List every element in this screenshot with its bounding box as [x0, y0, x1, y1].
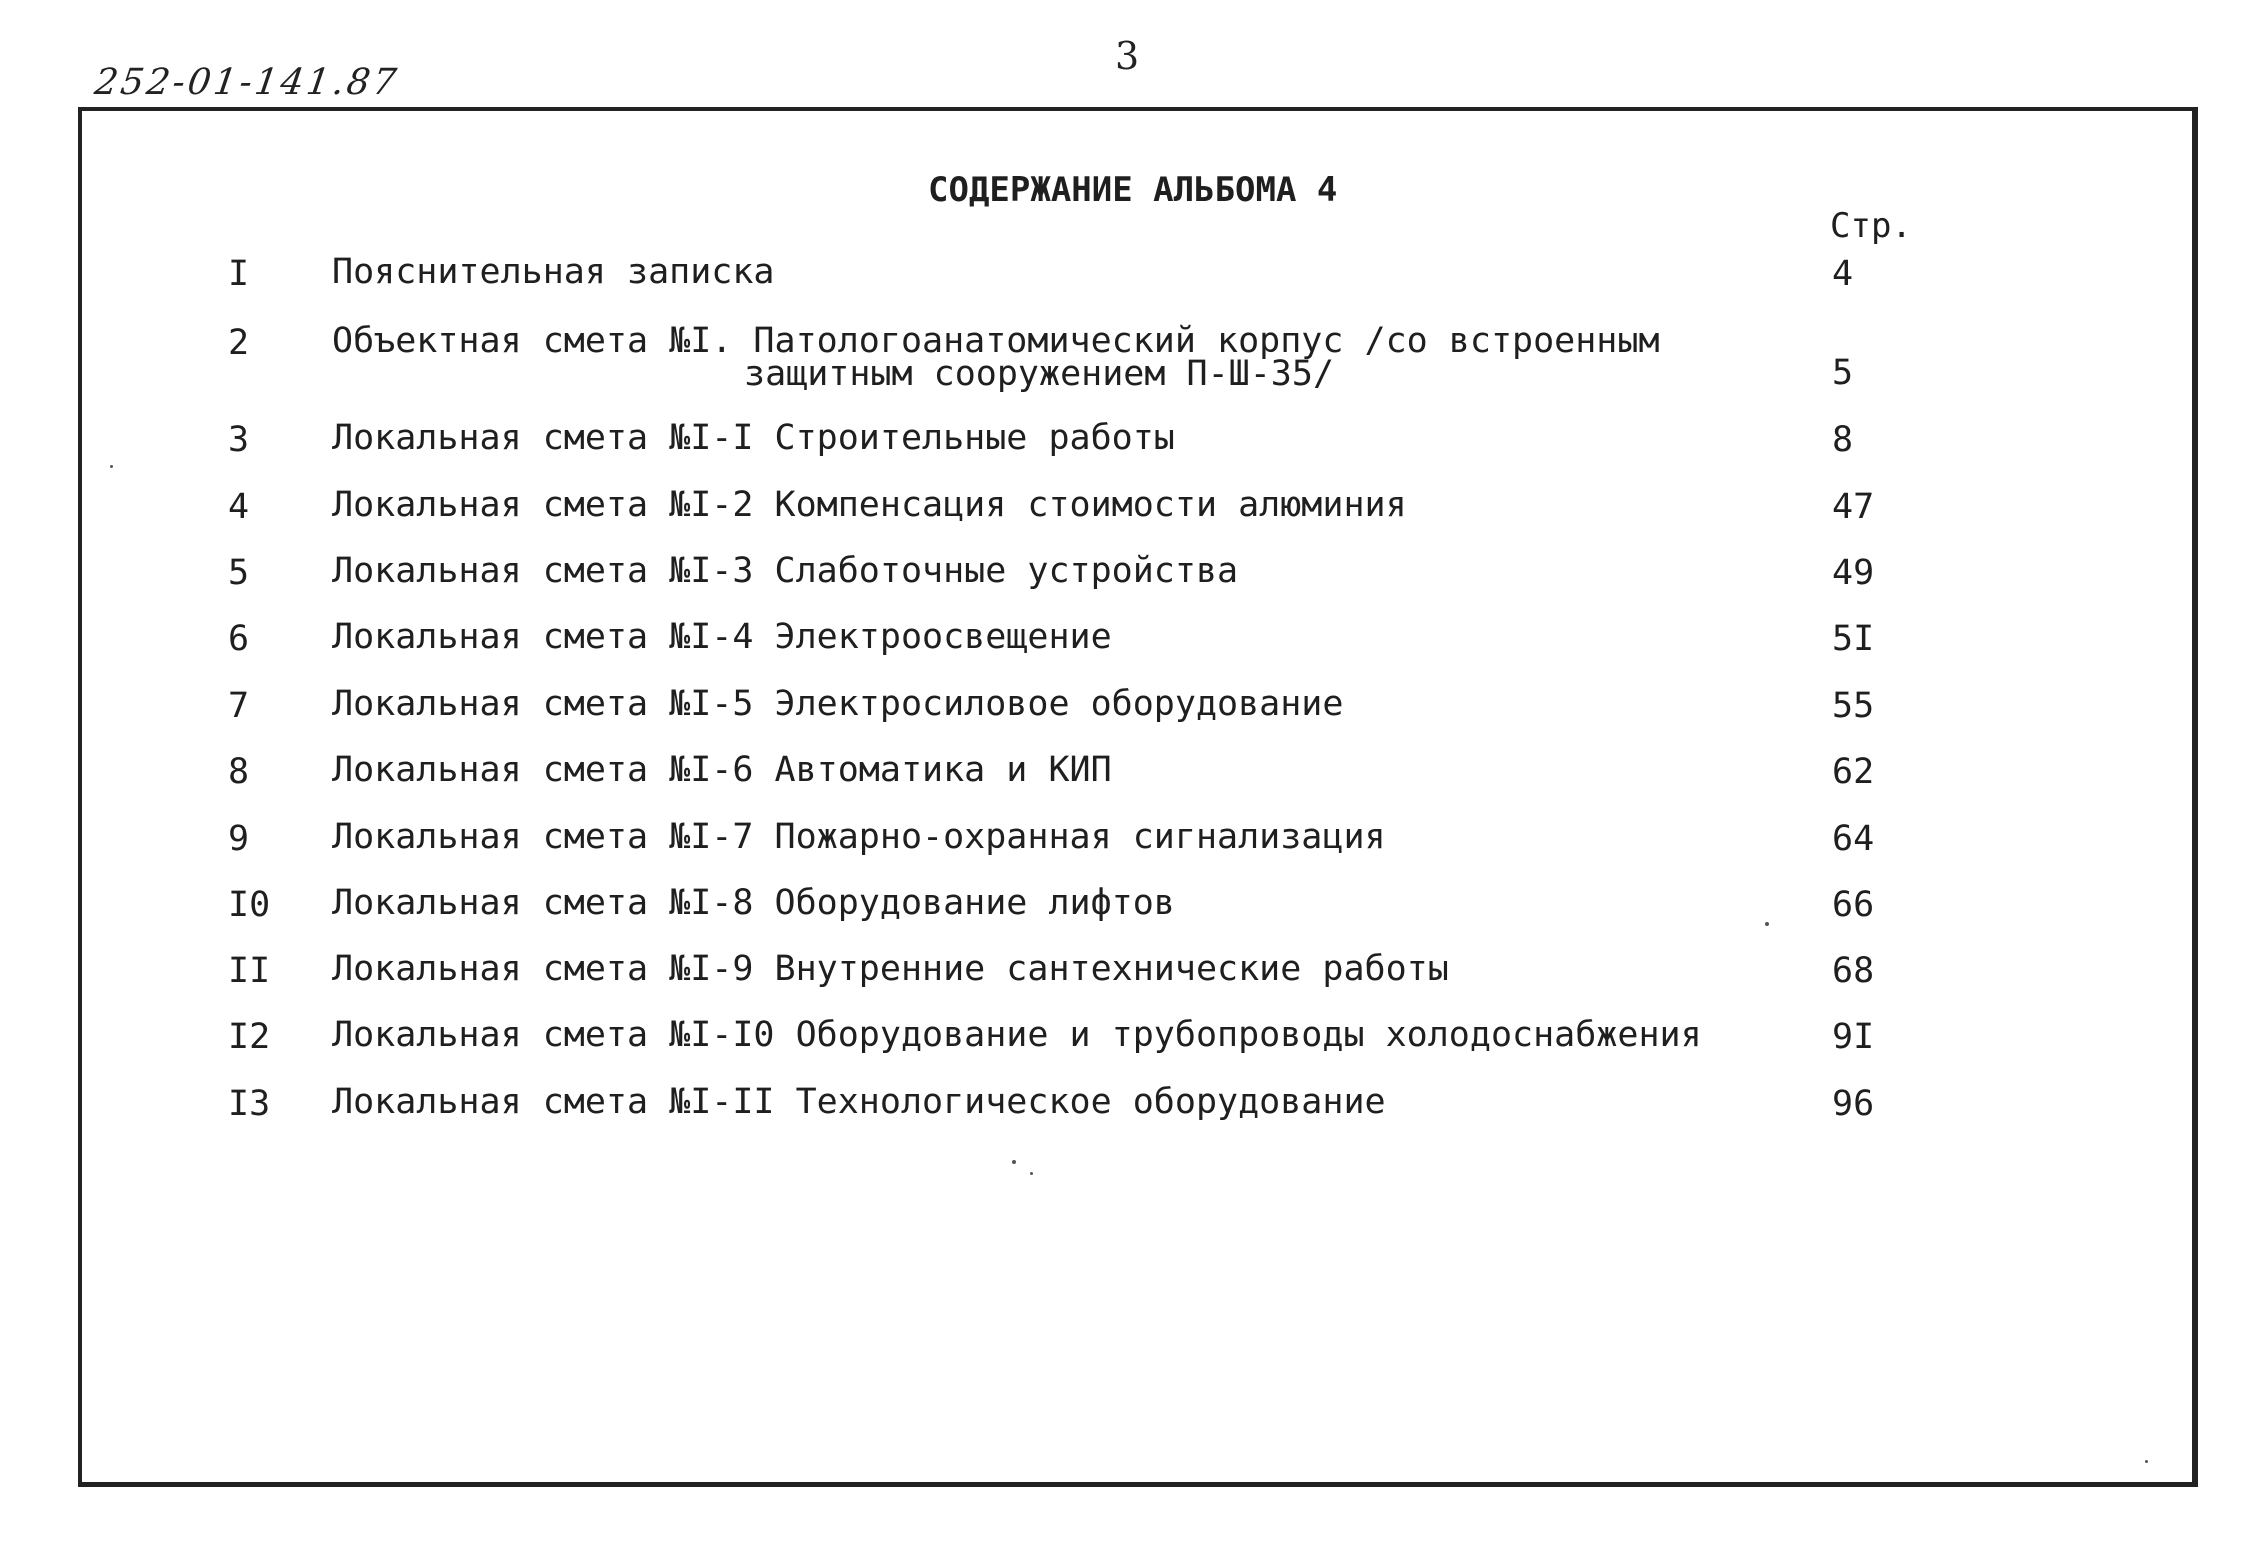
toc-entry-text	[332, 949, 1449, 989]
toc-entry-text	[332, 321, 1660, 394]
toc-entry-num: I0	[228, 885, 271, 925]
scan-speck	[1012, 1160, 1016, 1164]
toc-entry-num: 3	[228, 420, 250, 460]
toc-entry-page: 5	[1832, 353, 1854, 393]
toc-entry-text	[332, 684, 1344, 724]
toc-entry-num: 5	[228, 553, 250, 593]
document-code: 252-01-141.87	[92, 62, 402, 103]
toc-entry-page: 68	[1832, 951, 1875, 991]
toc-entry-line: Объектная смета №I. Патологоанатомический корпус /со встроенным	[332, 321, 1660, 361]
toc-entry-line: Локальная смета №I-5 Электросиловое оборудование	[332, 684, 1344, 724]
toc-entry-line: Пояснительная записка	[332, 252, 775, 292]
toc-title: СОДЕРЖАНИЕ АЛЬБОМА 4	[928, 170, 1338, 210]
toc-entry-num: I2	[228, 1017, 271, 1057]
toc-entry-line: Локальная смета №I-I Строительные работы	[332, 418, 1175, 458]
toc-entry-page: 9I	[1832, 1017, 1875, 1057]
toc-entry-line: Локальная смета №I-3 Слаботочные устройства	[332, 551, 1239, 591]
toc-entry-text	[332, 750, 1112, 790]
toc-entry-text	[332, 1082, 1386, 1122]
toc-entry-line: Локальная смета №I-7 Пожарно-охранная сигнализация	[332, 817, 1386, 857]
toc-entry-num: 2	[228, 323, 250, 363]
toc-entry-page: 49	[1832, 553, 1875, 593]
toc-entry-line-2: защитным сооружением П-Ш-35/	[744, 354, 1335, 394]
toc-entry-page: 4	[1832, 254, 1854, 294]
toc-entry-line: Локальная смета №I-4 Электроосвещение	[332, 617, 1112, 657]
toc-entry-num: I	[228, 254, 250, 294]
scan-speck	[1765, 922, 1769, 926]
toc-entry-text	[332, 485, 1407, 525]
toc-entry-text	[332, 252, 775, 292]
toc-entry-text	[332, 617, 1112, 657]
toc-entry-num: 8	[228, 752, 250, 792]
toc-entry-page: 96	[1832, 1084, 1875, 1124]
toc-entry-line: Локальная смета №I-8 Оборудование лифтов	[332, 883, 1175, 923]
scan-speck	[110, 465, 113, 468]
toc-entry-line: Локальная смета №I-I0 Оборудование и трубопроводы холодоснабжения	[332, 1015, 1702, 1055]
toc-entry-num: I3	[228, 1084, 271, 1124]
scan-speck	[2145, 1460, 2148, 1463]
toc-entry-text	[332, 1015, 1702, 1055]
scan-speck	[1030, 1172, 1033, 1175]
page-column-header: Стр.	[1830, 206, 1912, 246]
toc-entry-num: 4	[228, 487, 250, 527]
toc-entry-line: Локальная смета №I-II Технологическое оборудование	[332, 1082, 1386, 1122]
toc-entry-text	[332, 551, 1239, 591]
toc-entry-page: 62	[1832, 752, 1875, 792]
toc-entry-num: 7	[228, 686, 250, 726]
toc-entry-page: 66	[1832, 885, 1875, 925]
toc-entry-page: 47	[1832, 487, 1875, 527]
toc-entry-line: Локальная смета №I-2 Компенсация стоимости алюминия	[332, 485, 1407, 525]
page-number: 3	[1115, 34, 1140, 78]
toc-entry-line: Локальная смета №I-6 Автоматика и КИП	[332, 750, 1112, 790]
toc-entry-page: 5I	[1832, 619, 1875, 659]
toc-entry-num: 9	[228, 819, 250, 859]
toc-entry-num: II	[228, 951, 271, 991]
toc-entry-num: 6	[228, 619, 250, 659]
toc-entry-page: 55	[1832, 686, 1875, 726]
toc-entry-page: 8	[1832, 420, 1854, 460]
toc-entry-text	[332, 817, 1386, 857]
toc-entry-line: Локальная смета №I-9 Внутренние сантехнические работы	[332, 949, 1449, 989]
toc-entry-page: 64	[1832, 819, 1875, 859]
toc-entry-text	[332, 418, 1175, 458]
toc-entry-text	[332, 883, 1175, 923]
page-frame	[78, 107, 2198, 1487]
